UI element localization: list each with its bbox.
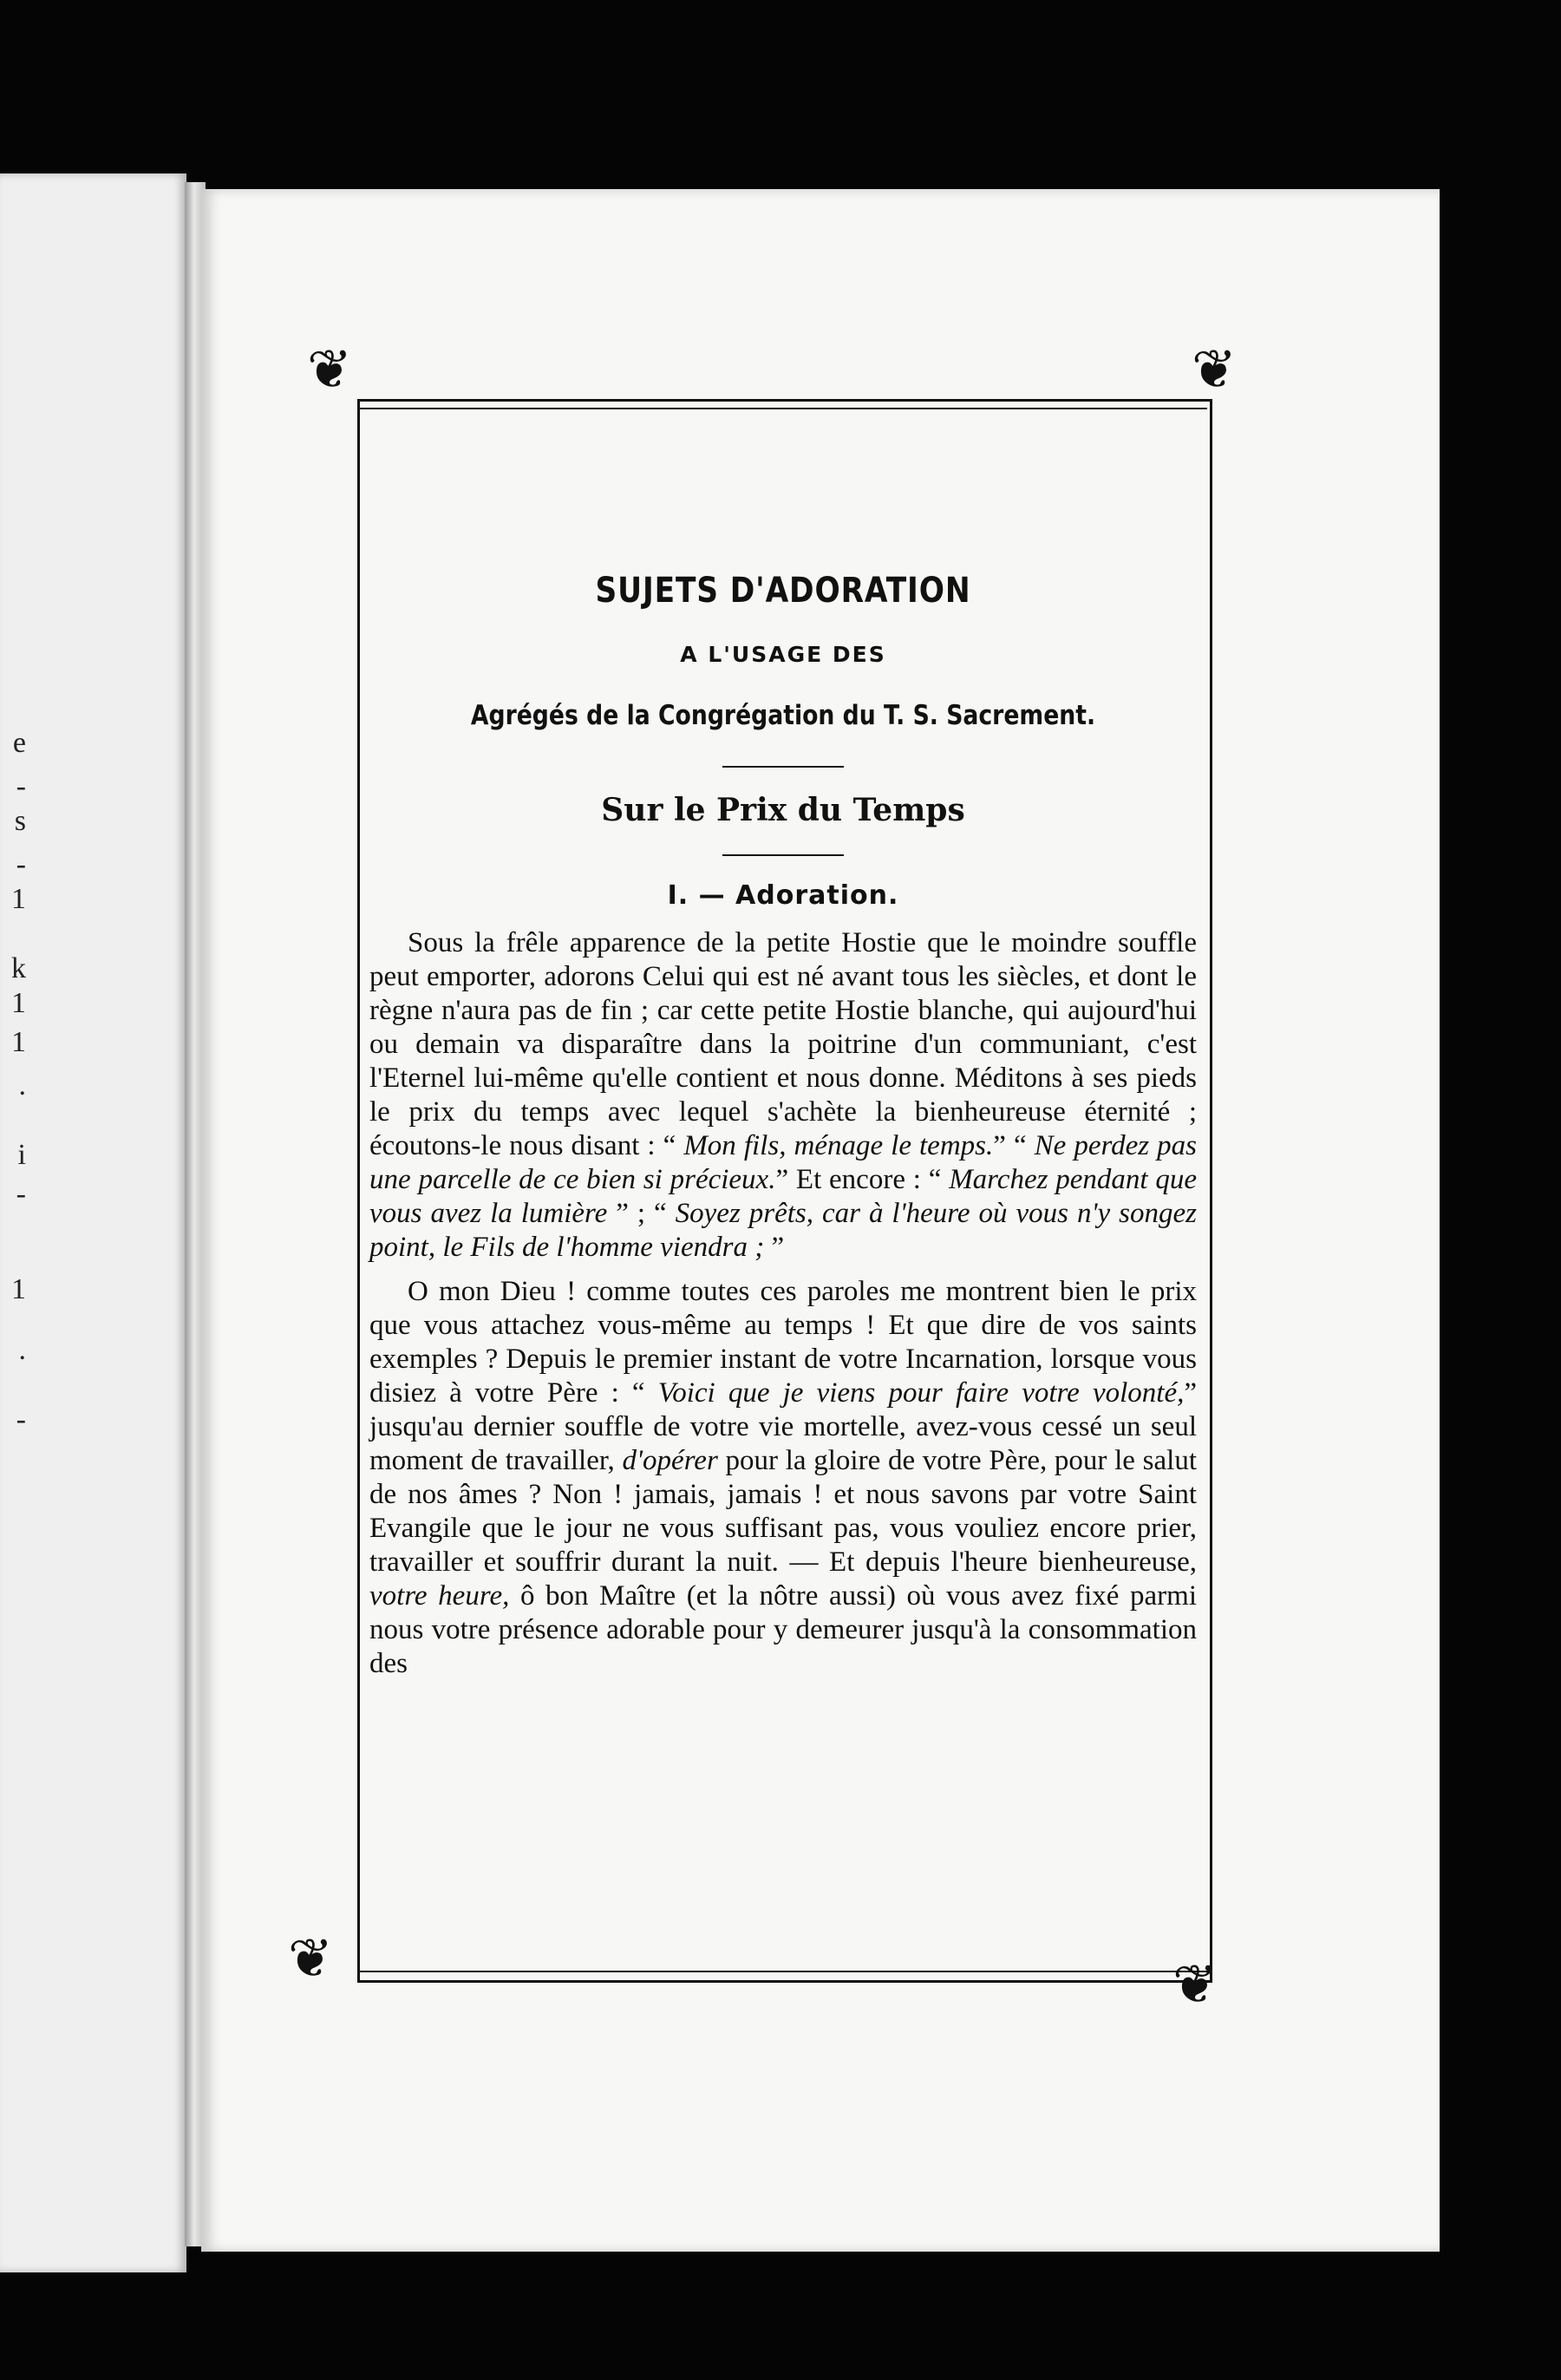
- page-title: SUJETS D'ADORATION: [595, 571, 971, 611]
- left-page-fragment: 1: [11, 1273, 26, 1305]
- left-page-fragment: .: [18, 1334, 26, 1366]
- left-page-fragment: .: [18, 1069, 26, 1102]
- left-page-fragment: s: [14, 805, 26, 837]
- frame-bottom-rule: [357, 1971, 1207, 1972]
- vine-leaf-corner-icon: ❦: [1172, 1956, 1218, 2015]
- left-facing-page: [0, 173, 186, 2272]
- left-page-fragment: 1: [11, 987, 26, 1019]
- left-page-fragment: k: [11, 952, 26, 984]
- section-title: Sur le Prix du Temps: [601, 792, 965, 828]
- left-page-fragment: -: [16, 770, 26, 802]
- vine-leaf-corner-icon: ❦: [307, 341, 352, 400]
- page-content: [366, 571, 1200, 1691]
- paragraph: Sous la frêle apparence de la petite Hostie que le moindre souffle peut emporter, adorons Celui qui est né avant tous les siècles, et dont le règne n'aura pas de fin ; car cette petite Hostie blanche, qui aujourd'hui ou demain va disparaître dans la poitrine d'un communiant, c'est l'Eternel lui-même qu'elle contient et nous donne. Méditons à ses pieds le prix du temps avec lequel s'achète la bienheureuse éternité ; écoutons-le nous disant : “ Mon fils, ménage le temps.” “ Ne perdez pas une parcelle de ce bien si précieux.” Et encore : “ Marchez pendant que vous avez la lumière ” ; “ Soyez prêts, car à l'heure où vous n'y songez point, le Fils de l'homme viendra ; ”: [369, 927, 1197, 1263]
- left-page-fragment: 1: [11, 883, 26, 915]
- divider: [722, 854, 844, 856]
- left-page-fragment: i: [17, 1139, 26, 1171]
- part-heading: I. — Adoration.: [667, 880, 899, 911]
- left-page-fragment: -: [16, 1403, 26, 1435]
- paragraph: O mon Dieu ! comme toutes ces paroles me montrent bien le prix que vous attachez vous-même au temps ! Et que dire de vos saints exemples ? Depuis le premier instant de votre Incarnation, lorsque vous disiez à votre Père : “ Voici que je viens pour faire votre volonté,” jusqu'au dernier souffle de votre vie mortelle, avez-vous cessé un seul moment de travailler, d'opérer pour la gloire de votre Père, pour le salut de nos âmes ? Non ! jamais, jamais ! et nous savons par votre Saint Evangile que le jour ne vous suffisant pas, vous vouliez encore prier, travailler et souffrir durant la nuit. — Et depuis l'heure bienheureuse, votre heure, ô bon Maître (et la nôtre aussi) où vous avez fixé parmi nous votre présence adorable pour y demeurer jusqu'à la consommation des: [369, 1276, 1198, 1679]
- frame-top-rule: [357, 408, 1207, 409]
- congregation-line: Agrégés de la Congrégation du T. S. Sacrement.: [470, 700, 1096, 731]
- divider: [722, 766, 844, 768]
- left-page-fragment: e: [12, 727, 26, 759]
- body-text: [366, 926, 1200, 1681]
- book-page: [201, 189, 1440, 2252]
- left-page-fragment: -: [16, 1178, 26, 1210]
- page-subtitle: A L'USAGE DES: [680, 642, 886, 667]
- vine-leaf-corner-icon: ❦: [1192, 341, 1237, 400]
- left-page-fragment: -: [16, 848, 26, 880]
- left-page-fragment: 1: [11, 1026, 26, 1058]
- vine-leaf-corner-icon: ❦: [288, 1930, 333, 1989]
